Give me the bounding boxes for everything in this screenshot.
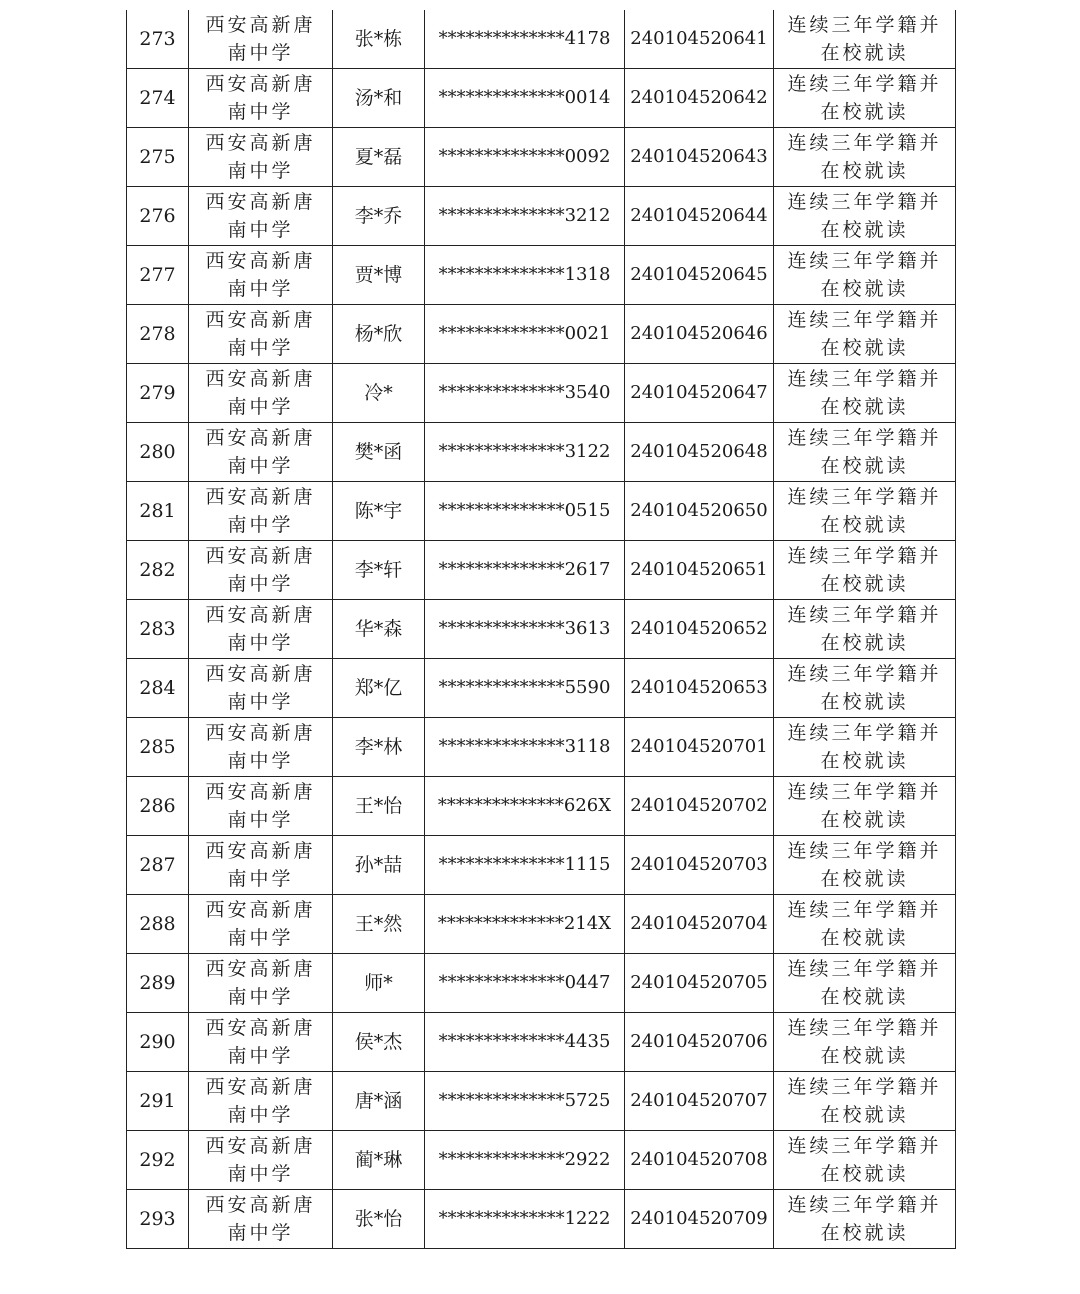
table-row bbox=[127, 718, 956, 777]
student-name: 侯*杰 bbox=[354, 1031, 403, 1053]
masked-id-number: **************4435 bbox=[438, 1031, 611, 1052]
masked-id-number: **************3212 bbox=[438, 205, 611, 226]
row-number: 289 bbox=[139, 972, 176, 994]
row-number-cell bbox=[127, 128, 189, 187]
status-cell bbox=[774, 895, 956, 954]
row-number-cell bbox=[127, 305, 189, 364]
student-code: 240104520647 bbox=[630, 382, 768, 403]
student-code: 240104520706 bbox=[630, 1031, 768, 1052]
enrollment-status: 连续三年学籍并在校就读 bbox=[787, 486, 942, 536]
student-name: 李*乔 bbox=[354, 205, 403, 227]
status-cell bbox=[774, 246, 956, 305]
student-name-cell bbox=[333, 305, 425, 364]
school-name: 西安高新唐南中学 bbox=[205, 663, 316, 713]
row-number: 273 bbox=[139, 28, 176, 50]
row-number-cell bbox=[127, 10, 189, 69]
status-cell bbox=[774, 187, 956, 246]
id-number-cell bbox=[425, 541, 625, 600]
row-number-cell bbox=[127, 600, 189, 659]
masked-id-number: **************214X bbox=[437, 913, 612, 934]
student-name-cell bbox=[333, 1190, 425, 1249]
row-number: 281 bbox=[139, 500, 176, 522]
id-number-cell bbox=[425, 718, 625, 777]
student-code: 240104520703 bbox=[630, 854, 768, 875]
row-number-cell bbox=[127, 1013, 189, 1072]
enrollment-status: 连续三年学籍并在校就读 bbox=[787, 309, 942, 359]
row-number: 285 bbox=[139, 736, 176, 758]
id-number-cell bbox=[425, 305, 625, 364]
masked-id-number: **************1115 bbox=[438, 854, 611, 875]
status-cell bbox=[774, 423, 956, 482]
student-name: 张*栋 bbox=[354, 28, 403, 50]
masked-id-number: **************0014 bbox=[438, 87, 611, 108]
student-name: 杨*欣 bbox=[354, 323, 403, 345]
student-code-cell bbox=[625, 482, 774, 541]
student-code: 240104520644 bbox=[630, 205, 768, 226]
row-number-cell bbox=[127, 659, 189, 718]
student-code-cell bbox=[625, 305, 774, 364]
row-number-cell bbox=[127, 482, 189, 541]
school-name: 西安高新唐南中学 bbox=[205, 1194, 316, 1244]
student-code-cell bbox=[625, 954, 774, 1013]
masked-id-number: **************5590 bbox=[438, 677, 611, 698]
status-cell bbox=[774, 305, 956, 364]
table-row bbox=[127, 305, 956, 364]
student-name-cell bbox=[333, 482, 425, 541]
status-cell bbox=[774, 600, 956, 659]
student-name-cell bbox=[333, 777, 425, 836]
school-cell bbox=[189, 305, 333, 364]
id-number-cell bbox=[425, 187, 625, 246]
status-cell bbox=[774, 659, 956, 718]
school-cell bbox=[189, 718, 333, 777]
row-number: 290 bbox=[139, 1031, 176, 1053]
student-code: 240104520707 bbox=[630, 1090, 768, 1111]
row-number: 284 bbox=[139, 677, 176, 699]
row-number: 277 bbox=[139, 264, 176, 286]
enrollment-status: 连续三年学籍并在校就读 bbox=[787, 722, 942, 772]
masked-id-number: **************0092 bbox=[438, 146, 611, 167]
student-name-cell bbox=[333, 541, 425, 600]
school-cell bbox=[189, 364, 333, 423]
school-name: 西安高新唐南中学 bbox=[205, 958, 316, 1008]
id-number-cell bbox=[425, 1072, 625, 1131]
student-code: 240104520645 bbox=[630, 264, 768, 285]
school-name: 西安高新唐南中学 bbox=[205, 427, 316, 477]
row-number: 275 bbox=[139, 146, 176, 168]
id-number-cell bbox=[425, 482, 625, 541]
row-number: 276 bbox=[139, 205, 176, 227]
enrollment-status: 连续三年学籍并在校就读 bbox=[787, 14, 942, 64]
student-table bbox=[126, 10, 956, 1249]
student-name: 孙*喆 bbox=[354, 854, 403, 876]
status-cell bbox=[774, 777, 956, 836]
student-name-cell bbox=[333, 364, 425, 423]
student-name: 陈*宇 bbox=[354, 500, 403, 522]
masked-id-number: **************0515 bbox=[438, 500, 611, 521]
school-name: 西安高新唐南中学 bbox=[205, 191, 316, 241]
enrollment-status: 连续三年学籍并在校就读 bbox=[787, 73, 942, 123]
row-number: 282 bbox=[139, 559, 176, 581]
enrollment-status: 连续三年学籍并在校就读 bbox=[787, 545, 942, 595]
student-code: 240104520653 bbox=[630, 677, 768, 698]
id-number-cell bbox=[425, 364, 625, 423]
school-cell bbox=[189, 1131, 333, 1190]
status-cell bbox=[774, 1190, 956, 1249]
student-code-cell bbox=[625, 364, 774, 423]
student-code-cell bbox=[625, 1013, 774, 1072]
student-code: 240104520648 bbox=[630, 441, 768, 462]
student-code-cell bbox=[625, 1131, 774, 1190]
school-name: 西安高新唐南中学 bbox=[205, 250, 316, 300]
school-name: 西安高新唐南中学 bbox=[205, 899, 316, 949]
student-code-cell bbox=[625, 659, 774, 718]
enrollment-status: 连续三年学籍并在校就读 bbox=[787, 250, 942, 300]
student-name-cell bbox=[333, 423, 425, 482]
masked-id-number: **************2922 bbox=[438, 1149, 611, 1170]
school-cell bbox=[189, 1072, 333, 1131]
row-number: 293 bbox=[139, 1208, 176, 1230]
table-row bbox=[127, 128, 956, 187]
student-name-cell bbox=[333, 10, 425, 69]
table-row bbox=[127, 364, 956, 423]
school-name: 西安高新唐南中学 bbox=[205, 309, 316, 359]
status-cell bbox=[774, 69, 956, 128]
school-cell bbox=[189, 600, 333, 659]
table-row bbox=[127, 895, 956, 954]
row-number: 283 bbox=[139, 618, 176, 640]
masked-id-number: **************2617 bbox=[438, 559, 611, 580]
student-name: 冷* bbox=[364, 382, 393, 404]
student-code: 240104520701 bbox=[630, 736, 768, 757]
row-number-cell bbox=[127, 1072, 189, 1131]
row-number-cell bbox=[127, 777, 189, 836]
table-row bbox=[127, 1190, 956, 1249]
student-code: 240104520652 bbox=[630, 618, 768, 639]
row-number-cell bbox=[127, 364, 189, 423]
school-name: 西安高新唐南中学 bbox=[205, 545, 316, 595]
student-name: 李*轩 bbox=[354, 559, 403, 581]
school-cell bbox=[189, 1013, 333, 1072]
school-cell bbox=[189, 954, 333, 1013]
table-row bbox=[127, 187, 956, 246]
student-code-cell bbox=[625, 69, 774, 128]
school-name: 西安高新唐南中学 bbox=[205, 722, 316, 772]
id-number-cell bbox=[425, 128, 625, 187]
status-cell bbox=[774, 836, 956, 895]
student-code-cell bbox=[625, 718, 774, 777]
enrollment-status: 连续三年学籍并在校就读 bbox=[787, 663, 942, 713]
student-code: 240104520643 bbox=[630, 146, 768, 167]
student-name: 师* bbox=[364, 972, 393, 994]
school-cell bbox=[189, 10, 333, 69]
table-row bbox=[127, 482, 956, 541]
student-name: 贾*博 bbox=[354, 264, 403, 286]
student-code: 240104520641 bbox=[630, 28, 768, 49]
school-cell bbox=[189, 246, 333, 305]
status-cell bbox=[774, 128, 956, 187]
student-list-sheet bbox=[126, 10, 955, 1249]
school-cell bbox=[189, 659, 333, 718]
school-name: 西安高新唐南中学 bbox=[205, 73, 316, 123]
student-name-cell bbox=[333, 659, 425, 718]
enrollment-status: 连续三年学籍并在校就读 bbox=[787, 191, 942, 241]
enrollment-status: 连续三年学籍并在校就读 bbox=[787, 427, 942, 477]
row-number-cell bbox=[127, 1131, 189, 1190]
masked-id-number: **************626X bbox=[437, 795, 612, 816]
student-code-cell bbox=[625, 1190, 774, 1249]
row-number: 288 bbox=[139, 913, 176, 935]
student-name-cell bbox=[333, 836, 425, 895]
school-name: 西安高新唐南中学 bbox=[205, 14, 316, 64]
status-cell bbox=[774, 1072, 956, 1131]
school-cell bbox=[189, 187, 333, 246]
table-row bbox=[127, 1131, 956, 1190]
student-code-cell bbox=[625, 895, 774, 954]
table-row bbox=[127, 600, 956, 659]
row-number: 291 bbox=[139, 1090, 176, 1112]
student-name: 郑*亿 bbox=[354, 677, 403, 699]
enrollment-status: 连续三年学籍并在校就读 bbox=[787, 1194, 942, 1244]
school-cell bbox=[189, 836, 333, 895]
masked-id-number: **************3540 bbox=[438, 382, 611, 403]
student-name-cell bbox=[333, 1072, 425, 1131]
id-number-cell bbox=[425, 836, 625, 895]
row-number-cell bbox=[127, 718, 189, 777]
enrollment-status: 连续三年学籍并在校就读 bbox=[787, 132, 942, 182]
table-row bbox=[127, 659, 956, 718]
id-number-cell bbox=[425, 10, 625, 69]
id-number-cell bbox=[425, 600, 625, 659]
status-cell bbox=[774, 1131, 956, 1190]
student-code: 240104520646 bbox=[630, 323, 768, 344]
student-name-cell bbox=[333, 128, 425, 187]
status-cell bbox=[774, 1013, 956, 1072]
student-code-cell bbox=[625, 423, 774, 482]
table-row bbox=[127, 954, 956, 1013]
student-name-cell bbox=[333, 1131, 425, 1190]
student-name: 王*怡 bbox=[354, 795, 403, 817]
student-code-cell bbox=[625, 600, 774, 659]
student-code: 240104520704 bbox=[630, 913, 768, 934]
school-cell bbox=[189, 128, 333, 187]
enrollment-status: 连续三年学籍并在校就读 bbox=[787, 840, 942, 890]
student-code-cell bbox=[625, 836, 774, 895]
status-cell bbox=[774, 954, 956, 1013]
status-cell bbox=[774, 541, 956, 600]
masked-id-number: **************3118 bbox=[438, 736, 611, 757]
enrollment-status: 连续三年学籍并在校就读 bbox=[787, 958, 942, 1008]
row-number: 280 bbox=[139, 441, 176, 463]
student-name-cell bbox=[333, 187, 425, 246]
student-name: 夏*磊 bbox=[354, 146, 403, 168]
student-code-cell bbox=[625, 10, 774, 69]
row-number-cell bbox=[127, 895, 189, 954]
student-code-cell bbox=[625, 246, 774, 305]
masked-id-number: **************0447 bbox=[438, 972, 611, 993]
masked-id-number: **************1222 bbox=[438, 1208, 611, 1229]
student-name: 张*怡 bbox=[354, 1208, 403, 1230]
id-number-cell bbox=[425, 69, 625, 128]
student-code-cell bbox=[625, 541, 774, 600]
row-number: 274 bbox=[139, 87, 176, 109]
enrollment-status: 连续三年学籍并在校就读 bbox=[787, 368, 942, 418]
school-name: 西安高新唐南中学 bbox=[205, 781, 316, 831]
masked-id-number: **************5725 bbox=[438, 1090, 611, 1111]
student-code: 240104520705 bbox=[630, 972, 768, 993]
student-table-body bbox=[127, 10, 956, 1249]
student-name: 蔺*琳 bbox=[354, 1149, 403, 1171]
school-cell bbox=[189, 423, 333, 482]
status-cell bbox=[774, 364, 956, 423]
masked-id-number: **************0021 bbox=[438, 323, 611, 344]
id-number-cell bbox=[425, 1190, 625, 1249]
table-row bbox=[127, 836, 956, 895]
row-number-cell bbox=[127, 69, 189, 128]
row-number-cell bbox=[127, 246, 189, 305]
status-cell bbox=[774, 10, 956, 69]
student-code-cell bbox=[625, 1072, 774, 1131]
student-code: 240104520709 bbox=[630, 1208, 768, 1229]
table-row bbox=[127, 69, 956, 128]
id-number-cell bbox=[425, 895, 625, 954]
student-code-cell bbox=[625, 187, 774, 246]
school-name: 西安高新唐南中学 bbox=[205, 368, 316, 418]
school-name: 西安高新唐南中学 bbox=[205, 1076, 316, 1126]
row-number-cell bbox=[127, 954, 189, 1013]
school-cell bbox=[189, 541, 333, 600]
student-name-cell bbox=[333, 600, 425, 659]
table-row bbox=[127, 423, 956, 482]
id-number-cell bbox=[425, 423, 625, 482]
row-number-cell bbox=[127, 1190, 189, 1249]
row-number-cell bbox=[127, 423, 189, 482]
student-code: 240104520651 bbox=[630, 559, 768, 580]
enrollment-status: 连续三年学籍并在校就读 bbox=[787, 781, 942, 831]
school-name: 西安高新唐南中学 bbox=[205, 604, 316, 654]
school-name: 西安高新唐南中学 bbox=[205, 486, 316, 536]
id-number-cell bbox=[425, 246, 625, 305]
school-name: 西安高新唐南中学 bbox=[205, 1135, 316, 1185]
student-name: 李*林 bbox=[354, 736, 403, 758]
masked-id-number: **************4178 bbox=[438, 28, 611, 49]
school-cell bbox=[189, 895, 333, 954]
student-name-cell bbox=[333, 954, 425, 1013]
table-row bbox=[127, 1072, 956, 1131]
student-name: 汤*和 bbox=[354, 87, 403, 109]
student-code-cell bbox=[625, 128, 774, 187]
school-cell bbox=[189, 1190, 333, 1249]
masked-id-number: **************1318 bbox=[438, 264, 611, 285]
status-cell bbox=[774, 482, 956, 541]
student-name: 华*森 bbox=[354, 618, 403, 640]
student-code-cell bbox=[625, 777, 774, 836]
row-number: 286 bbox=[139, 795, 176, 817]
student-code: 240104520650 bbox=[630, 500, 768, 521]
row-number: 279 bbox=[139, 382, 176, 404]
student-name-cell bbox=[333, 69, 425, 128]
enrollment-status: 连续三年学籍并在校就读 bbox=[787, 1017, 942, 1067]
id-number-cell bbox=[425, 1013, 625, 1072]
masked-id-number: **************3613 bbox=[438, 618, 611, 639]
enrollment-status: 连续三年学籍并在校就读 bbox=[787, 1135, 942, 1185]
status-cell bbox=[774, 718, 956, 777]
table-row bbox=[127, 10, 956, 69]
table-row bbox=[127, 246, 956, 305]
student-name-cell bbox=[333, 1013, 425, 1072]
school-name: 西安高新唐南中学 bbox=[205, 132, 316, 182]
row-number: 278 bbox=[139, 323, 176, 345]
table-row bbox=[127, 541, 956, 600]
id-number-cell bbox=[425, 954, 625, 1013]
row-number-cell bbox=[127, 836, 189, 895]
student-name-cell bbox=[333, 718, 425, 777]
student-name: 王*然 bbox=[354, 913, 403, 935]
student-name: 樊*函 bbox=[354, 441, 403, 463]
student-name-cell bbox=[333, 895, 425, 954]
row-number-cell bbox=[127, 541, 189, 600]
masked-id-number: **************3122 bbox=[438, 441, 611, 462]
school-cell bbox=[189, 69, 333, 128]
student-name: 唐*涵 bbox=[354, 1090, 403, 1112]
school-name: 西安高新唐南中学 bbox=[205, 1017, 316, 1067]
school-cell bbox=[189, 482, 333, 541]
school-name: 西安高新唐南中学 bbox=[205, 840, 316, 890]
student-code: 240104520702 bbox=[630, 795, 768, 816]
id-number-cell bbox=[425, 777, 625, 836]
enrollment-status: 连续三年学籍并在校就读 bbox=[787, 604, 942, 654]
student-code: 240104520708 bbox=[630, 1149, 768, 1170]
table-row bbox=[127, 1013, 956, 1072]
school-cell bbox=[189, 777, 333, 836]
row-number: 287 bbox=[139, 854, 176, 876]
id-number-cell bbox=[425, 659, 625, 718]
student-name-cell bbox=[333, 246, 425, 305]
student-code: 240104520642 bbox=[630, 87, 768, 108]
table-row bbox=[127, 777, 956, 836]
enrollment-status: 连续三年学籍并在校就读 bbox=[787, 1076, 942, 1126]
row-number: 292 bbox=[139, 1149, 176, 1171]
id-number-cell bbox=[425, 1131, 625, 1190]
row-number-cell bbox=[127, 187, 189, 246]
enrollment-status: 连续三年学籍并在校就读 bbox=[787, 899, 942, 949]
